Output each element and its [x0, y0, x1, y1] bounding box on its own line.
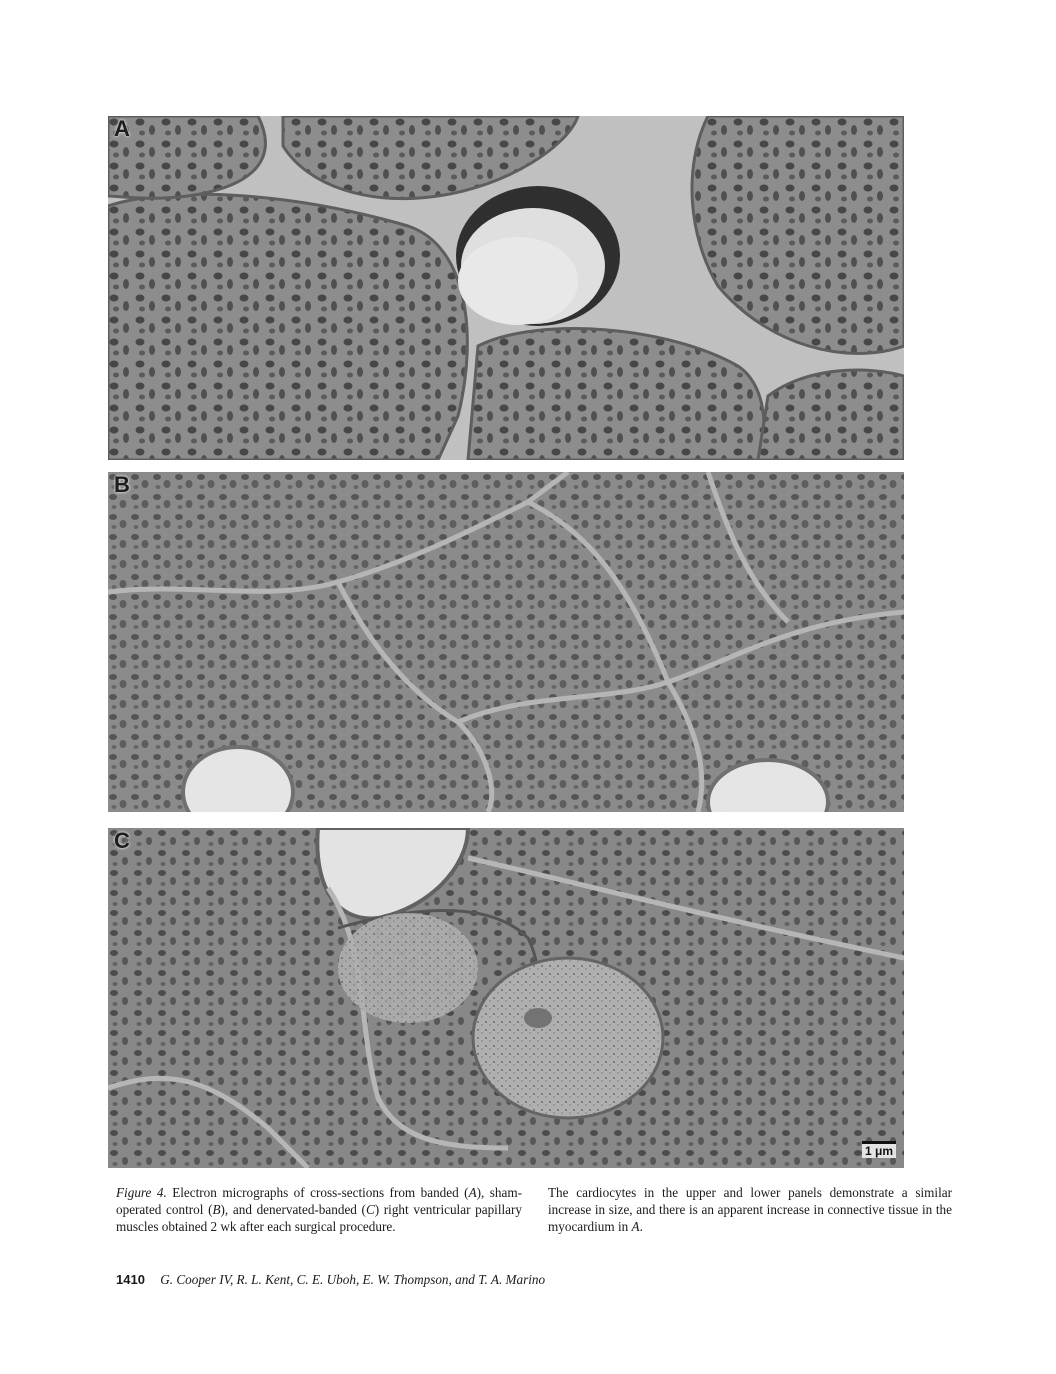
micrograph-a-image	[108, 116, 904, 460]
figure-label: Figure 4.	[116, 1185, 167, 1200]
caption-text: ), and denervated-banded (	[220, 1202, 366, 1217]
micrograph-panel-a	[108, 116, 904, 460]
caption-text: .	[639, 1219, 643, 1234]
caption-ref: C	[365, 1202, 375, 1217]
micrograph-c-image	[108, 828, 904, 1168]
panel-label-c: C	[114, 828, 130, 853]
micrograph-b-image	[108, 472, 904, 812]
page-footer	[116, 1272, 545, 1288]
caption-ref: A	[468, 1185, 477, 1200]
caption-ref: A	[631, 1219, 640, 1234]
panel-label-a: A	[114, 116, 130, 141]
figure-caption-right	[548, 1184, 952, 1235]
caption-text: Electron micrographs of cross-sections from banded (	[166, 1185, 469, 1200]
caption-text: ), sham-operated control (	[116, 1185, 522, 1217]
scale-bar: 1 μm	[862, 1141, 896, 1158]
micrograph-panel-b	[108, 472, 904, 812]
page-number: 1410	[116, 1272, 145, 1287]
panel-label-b: B	[114, 472, 130, 497]
caption-text: The cardiocytes in the upper and lower panels demonstrate a similar increase in size, and there is an apparent increase in connective tissue in the myocardium in	[548, 1185, 952, 1234]
caption-text: ) right ventricular papillary muscles obtained 2 wk after each surgical procedure.	[116, 1202, 522, 1234]
figure-caption-left	[116, 1184, 522, 1235]
author-list: G. Cooper IV, R. L. Kent, C. E. Uboh, E. W. Thompson, and T. A. Marino	[160, 1272, 546, 1287]
micrograph-panel-c	[108, 828, 904, 1168]
caption-ref: B	[212, 1202, 221, 1217]
